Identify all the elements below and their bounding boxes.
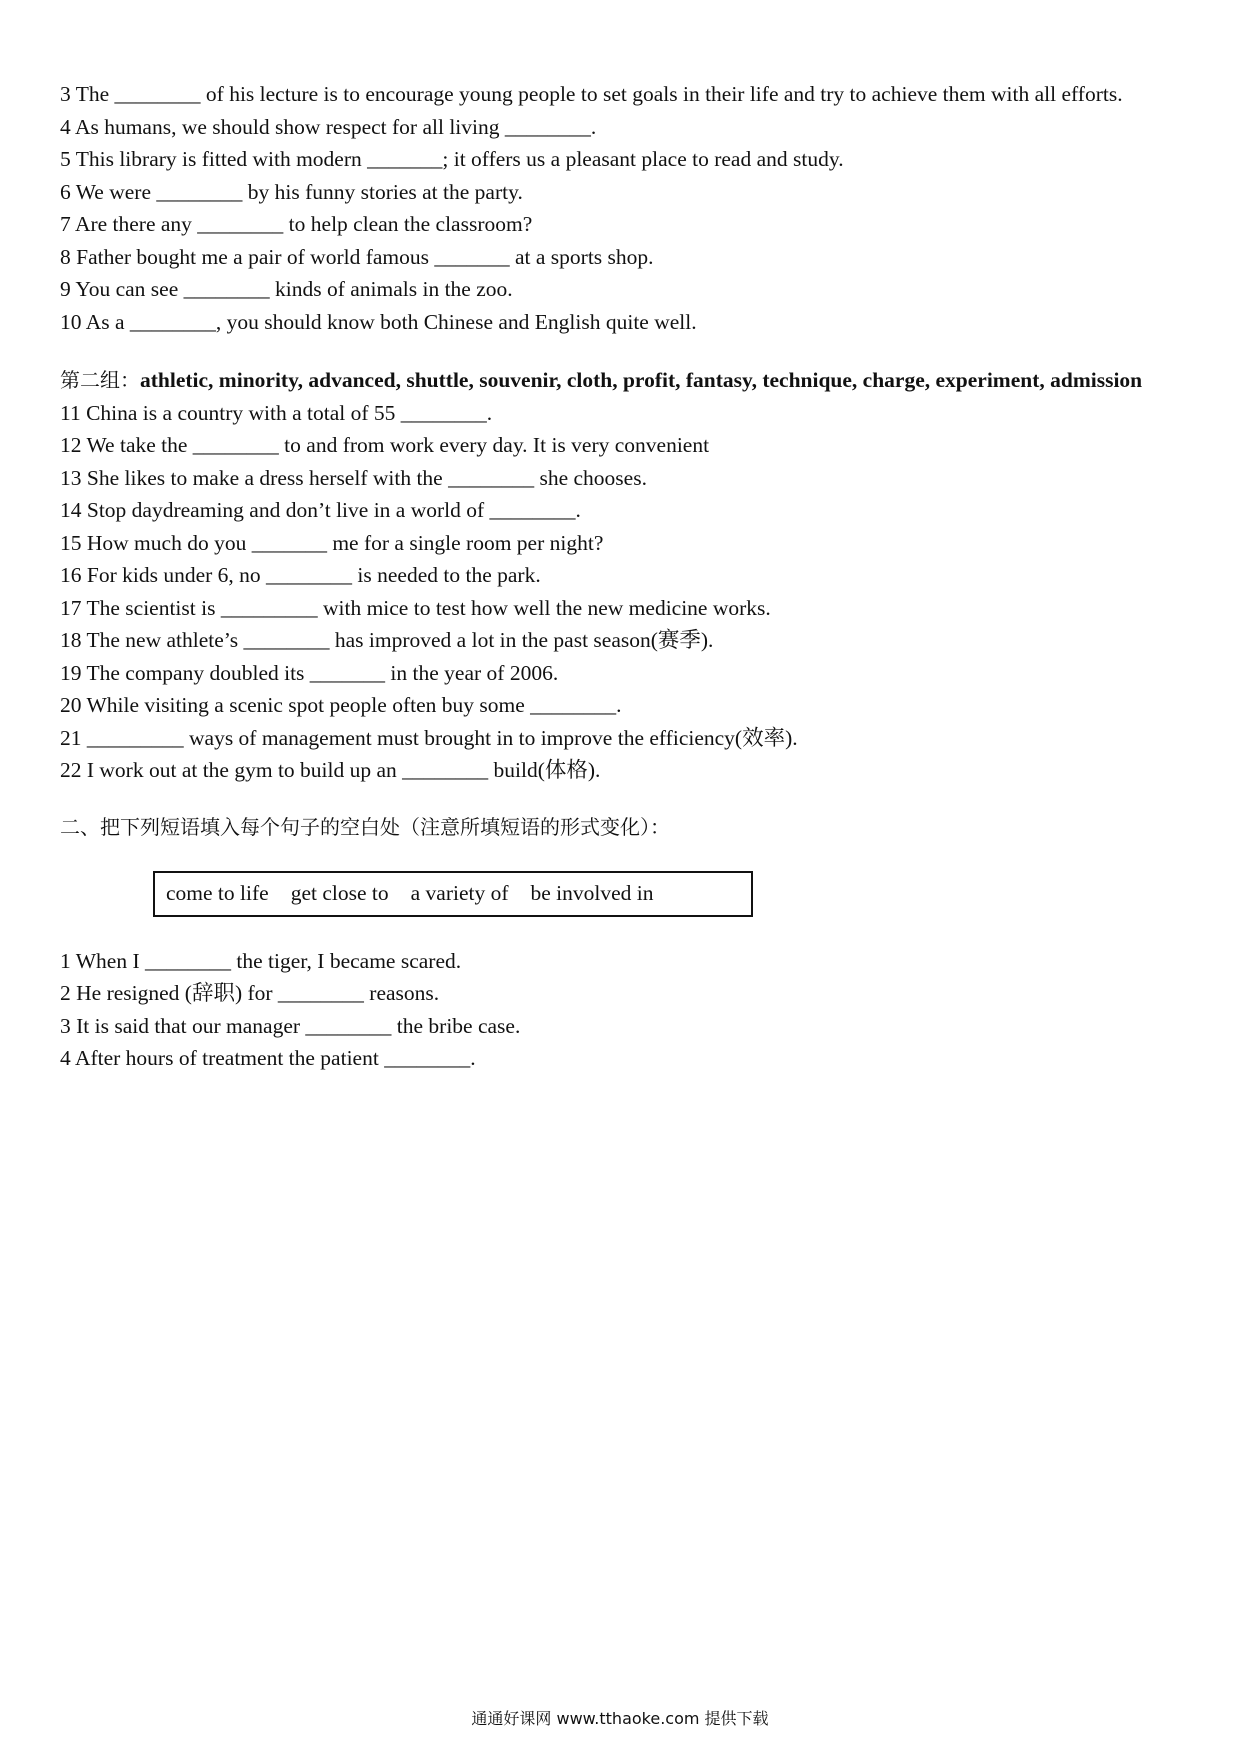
- exercise-item: 15 How much do you _______ me for a single room per night?: [60, 530, 604, 555]
- exercise-item: 6 We were ________ by his funny stories at the party.: [60, 179, 523, 204]
- exercise-item: 11 China is a country with a total of 55 ________.: [60, 400, 493, 425]
- worksheet-page: [60, 78, 1185, 1075]
- group2-label: 第二组：: [60, 368, 140, 392]
- exercise-item: 2 He resigned (辞职) for ________ reasons.: [60, 981, 440, 1005]
- exercise-item: 4 As humans, we should show respect for all living ________.: [60, 114, 597, 139]
- exercise-item: 13 She likes to make a dress herself with the ________ she chooses.: [60, 465, 647, 490]
- exercise-item: 5 This library is fitted with modern _______; it offers us a pleasant place to read and study.: [60, 147, 844, 171]
- exercise-item: 10 As a ________, you should know both Chinese and English quite well.: [60, 309, 697, 334]
- exercise-item: 3 It is said that our manager ________ the bribe case.: [60, 1013, 521, 1038]
- exercise-item: 12 We take the ________ to and from work every day. It is very convenient: [60, 433, 710, 457]
- exercise-item: 21 _________ ways of management must brought in to improve the efficiency(效率).: [60, 725, 798, 750]
- phrase-item: come to life: [166, 881, 269, 905]
- group2-word-bank: [60, 364, 1185, 397]
- exercise-item: 9 You can see ________ kinds of animals in the zoo.: [60, 277, 513, 301]
- section-2-title: 二、把下列短语填入每个句子的空白处（注意所填短语的形式变化）：: [60, 814, 670, 839]
- exercise-item: 20 While visiting a scenic spot people often buy some ________.: [60, 693, 622, 717]
- group1-exercise-list: [60, 78, 1185, 338]
- exercise-item: 19 The company doubled its _______ in the year of 2006.: [60, 660, 559, 685]
- phrase-item: a variety of: [410, 881, 509, 905]
- phrase-item: get close to: [290, 881, 389, 905]
- exercise-item: 16 For kids under 6, no ________ is needed to the park.: [60, 563, 541, 587]
- exercise-item: 1 When I ________ the tiger, I became scared.: [60, 948, 462, 973]
- exercise-item: 18 The new athlete’s ________ has improved a lot in the past season(赛季).: [60, 628, 714, 652]
- phrase-item: be involved in: [530, 881, 654, 905]
- section2-exercise-list: [60, 945, 1185, 1075]
- exercise-item: 14 Stop daydreaming and don’t live in a world of ________.: [60, 498, 581, 522]
- group2-words: athletic, minority, advanced, shuttle, souvenir, cloth, profit, fantasy, technique, charge, experiment, admission: [140, 368, 1143, 392]
- phrase-bank-box: [153, 871, 753, 917]
- exercise-item: 4 After hours of treatment the patient ________.: [60, 1046, 476, 1070]
- exercise-item: 3 The ________ of his lecture is to encourage young people to set goals in their life and try to achieve them with all efforts.: [60, 82, 1123, 106]
- page-footer: 通通好课网 www.tthaoke.com 提供下载: [471, 1709, 769, 1728]
- group2-exercise-list: [60, 397, 1185, 787]
- exercise-item: 17 The scientist is _________ with mice to test how well the new medicine works.: [60, 595, 771, 620]
- exercise-item: 7 Are there any ________ to help clean the classroom?: [60, 212, 533, 236]
- exercise-item: 8 Father bought me a pair of world famous _______ at a sports shop.: [60, 244, 654, 269]
- exercise-item: 22 I work out at the gym to build up an ________ build(体格).: [60, 758, 601, 782]
